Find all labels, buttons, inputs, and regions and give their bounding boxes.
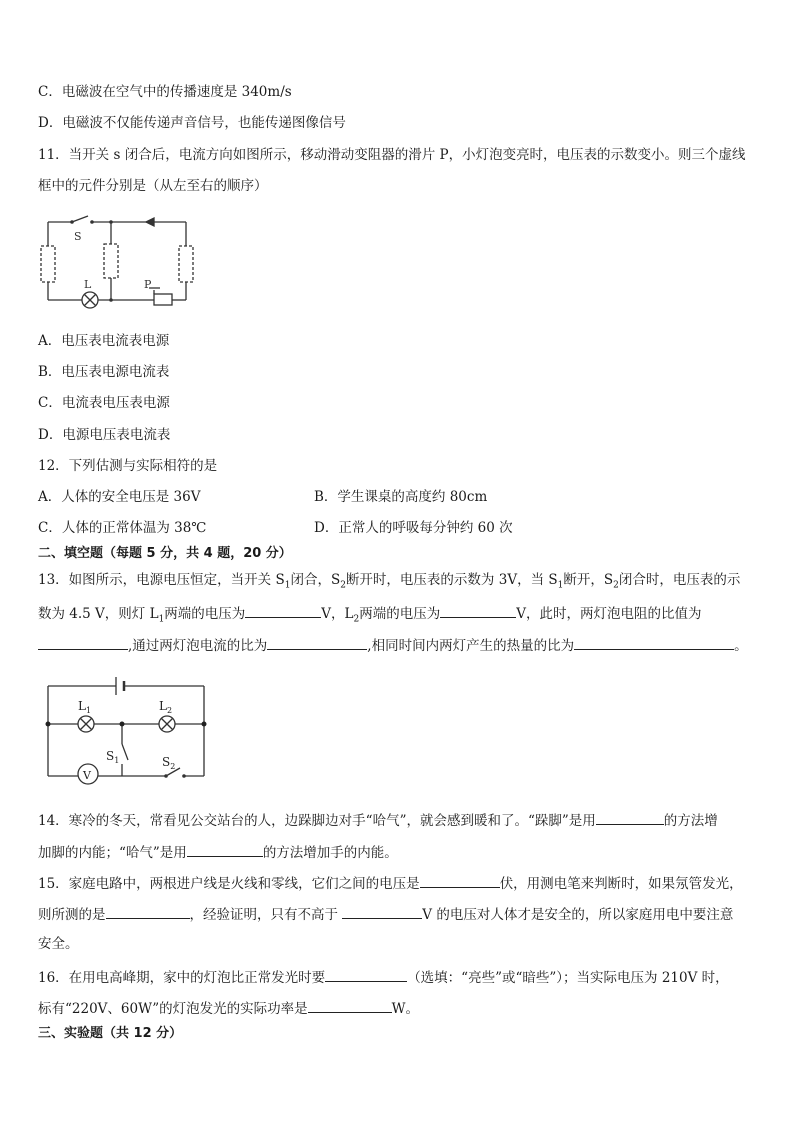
q12-option-c: C．人体的正常体温为 38℃ (38, 520, 207, 536)
q13-line1: 13．如图所示，电源电压恒定，当开关 $S_1$闭合，$S_2$断开时，电压表的示数为 3V，当 $S_1$断开，$S_2$闭合时，电压表的示 (38, 572, 741, 591)
q13-circuit-diagram (36, 668, 216, 786)
q10-option-c: C．电磁波在空气中的传播速度是 340m/s (38, 84, 292, 100)
q13-line3: ,通过两灯泡电流的比为 ,相同时间内两灯产生的热量的比为 。 (38, 635, 748, 655)
q12-option-d: D．正常人的呼吸每分钟约 60 次 (314, 520, 513, 536)
svg-text:S1: $S_1$ (106, 749, 120, 765)
q11-option-c: C．电流表电压表电源 (38, 395, 170, 411)
q13-blank-3[interactable] (38, 635, 128, 650)
q15-line2: 则所测的是 ，经验证明，只有不高于 V 的电压对人体才是安全的，所以家庭用电中要注意 (38, 904, 733, 924)
q14-line2: 加脚的内能；“哈气”是用 的方法增加手的内能。 (38, 842, 398, 862)
section-2-heading: 二、填空题（每题 5 分，共 4 题，20 分） (38, 546, 292, 561)
q13-blank-5[interactable] (574, 635, 734, 650)
q11-option-d: D．电源电压表电流表 (38, 427, 171, 443)
q11-stem-line2: 框中的元件分别是（从左至右的顺序） (38, 178, 268, 194)
svg-text:L2: $L_2$ (159, 699, 173, 715)
q12-options-row2 (38, 519, 738, 537)
q11-stem-line1: 11．当开关 s 闭合后，电流方向如图所示，移动滑动变阻器的滑片 P，小灯泡变亮时，电压表的示数变小。则三个虚线 (38, 147, 746, 163)
q13-l2-label: L (159, 699, 167, 713)
q11-option-b: B．电压表电源电流表 (38, 364, 170, 380)
q12-options-row1 (38, 488, 738, 506)
q14-blank-1[interactable] (596, 810, 664, 825)
q15-line1: 15．家庭电路中，两根进户线是火线和零线，它们之间的电压是 伏，用测电笔来判断时，如果氖管发光， (38, 873, 743, 893)
q12-stem: 12．下列估测与实际相符的是 (38, 458, 218, 474)
q14-blank-2[interactable] (187, 842, 263, 857)
svg-text:S2: $S_2$ (162, 755, 176, 771)
q11-slider-label: P (144, 278, 152, 291)
q15-blank-1[interactable] (420, 873, 500, 888)
q16-line1: 16．在用电高峰期，家中的灯泡比正常发光时要 （选填：“亮些”或“暗些”）；当实际电压为 210V 时， (38, 967, 729, 987)
q11-option-a: A．电压表电流表电源 (38, 333, 170, 349)
q14-line1: 14．寒冷的冬天，常看见公交站台的人，边跺脚边对手“哈气”，就会感到暖和了。“跺脚”是用 的方法增 (38, 810, 718, 830)
q13-voltmeter-label: V (83, 769, 91, 782)
q11-circuit-diagram (36, 208, 206, 318)
q13-s1-label: S (106, 749, 115, 763)
q15-line3: 安全。 (38, 936, 79, 952)
q11-switch-label: S (74, 230, 82, 243)
q11-lamp-label: L (84, 278, 92, 291)
q12-option-b: B．学生课桌的高度约 80cm (314, 489, 488, 505)
q13-line2: 数为 4.5 V，则灯 $L_1$两端的电压为 V，$L_2$两端的电压为 V，此时，两灯泡电阻的比值为 (38, 603, 702, 629)
q16-line2: 标有“220V、60W”的灯泡发光的实际功率是 W。 (38, 998, 419, 1018)
q13-blank-2[interactable] (440, 603, 516, 618)
q15-blank-3[interactable] (342, 904, 422, 919)
q16-blank-1[interactable] (325, 967, 407, 982)
q16-blank-2[interactable] (308, 998, 392, 1013)
q12-option-a: A．人体的安全电压是 36V (38, 489, 201, 505)
q15-blank-2[interactable] (106, 904, 190, 919)
q13-blank-4[interactable] (267, 635, 367, 650)
q10-option-d: D．电磁波不仅能传递声音信号，也能传递图像信号 (38, 115, 346, 131)
q13-l1-label: L (78, 699, 86, 713)
svg-text:L1: $L_1$ (78, 699, 92, 715)
q13-blank-1[interactable] (245, 603, 321, 618)
section-3-heading: 三、实验题（共 12 分） (38, 1026, 183, 1041)
q13-s2-label: S (162, 755, 171, 769)
